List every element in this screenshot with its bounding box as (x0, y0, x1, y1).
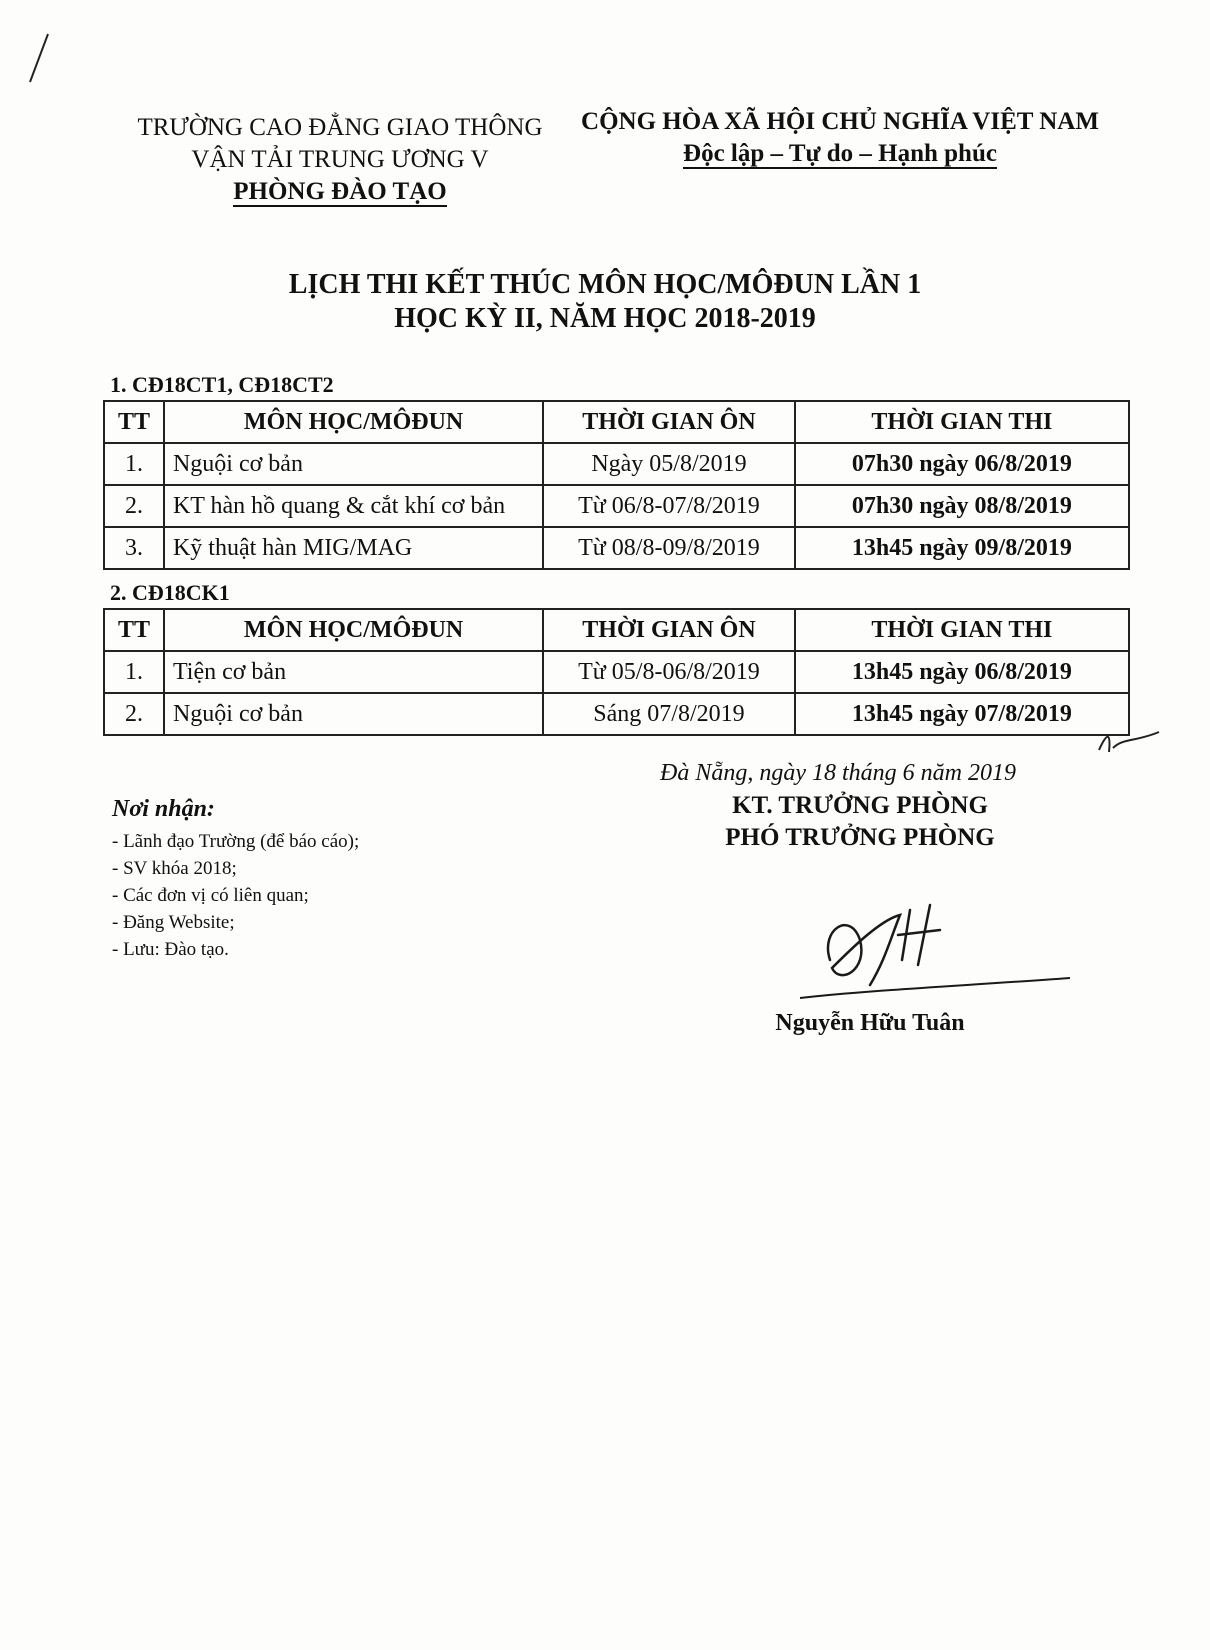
cell-exam: 13h45 ngày 09/8/2019 (795, 527, 1129, 569)
pen-mark-icon (20, 30, 60, 90)
col-review: THỜI GIAN ÔN (543, 401, 795, 443)
cell-subject: Nguội cơ bản (164, 693, 543, 735)
cell-subject: Kỹ thuật hàn MIG/MAG (164, 527, 543, 569)
title-line2: HỌC KỲ II, NĂM HỌC 2018-2019 (394, 303, 816, 334)
col-exam: THỜI GIAN THI (795, 609, 1129, 651)
cell-review: Sáng 07/8/2019 (543, 693, 795, 735)
list-item: - Lưu: Đào tạo. (112, 939, 229, 960)
cell-subject: KT hàn hồ quang & cắt khí cơ bản (164, 485, 543, 527)
initials-mark-icon (1095, 728, 1165, 758)
section-label: 2. CĐ18CK1 (110, 580, 230, 605)
cell-tt: 3. (104, 527, 164, 569)
exam-table-1 (103, 400, 1130, 570)
signer-role-2: PHÓ TRƯỞNG PHÒNG (725, 824, 995, 851)
list-item: - Lãnh đạo Trường (để báo cáo); (112, 831, 360, 852)
title-line1: LỊCH THI KẾT THÚC MÔN HỌC/MÔĐUN LẦN 1 (288, 269, 922, 300)
school-header (120, 112, 560, 208)
date-line: Đà Nẵng, ngày 18 tháng 6 năm 2019 (660, 760, 1016, 786)
cell-review: Từ 08/8-09/8/2019 (543, 527, 795, 569)
national-motto: Độc lập – Tự do – Hạnh phúc (683, 140, 997, 167)
col-review: THỜI GIAN ÔN (543, 609, 795, 651)
col-subject: MÔN HỌC/MÔĐUN (164, 401, 543, 443)
cell-exam: 13h45 ngày 07/8/2019 (795, 693, 1129, 735)
table-row (104, 485, 1129, 527)
table-row (104, 651, 1129, 693)
cell-subject: Tiện cơ bản (164, 651, 543, 693)
table-row (104, 527, 1129, 569)
col-exam: THỜI GIAN THI (795, 401, 1129, 443)
cell-tt: 2. (104, 693, 164, 735)
col-tt: TT (104, 609, 164, 651)
table-header-row (104, 401, 1129, 443)
cell-exam: 07h30 ngày 08/8/2019 (795, 485, 1129, 527)
nation-name: CỘNG HÒA XÃ HỘI CHỦ NGHĨA VIỆT NAM (581, 108, 1099, 135)
department-name: PHÒNG ĐÀO TẠO (233, 178, 447, 205)
cell-exam: 07h30 ngày 06/8/2019 (795, 443, 1129, 485)
document-title (0, 268, 1210, 336)
school-name-line2: VẬN TẢI TRUNG ƯƠNG V (191, 146, 489, 173)
signer-name: Nguyễn Hữu Tuân (775, 1010, 965, 1036)
section-label: 1. CĐ18CT1, CĐ18CT2 (110, 372, 334, 397)
exam-table-2 (103, 608, 1130, 736)
list-item: - SV khóa 2018; (112, 858, 237, 879)
col-tt: TT (104, 401, 164, 443)
school-name-line1: TRƯỜNG CAO ĐẲNG GIAO THÔNG (137, 114, 543, 141)
cell-tt: 2. (104, 485, 164, 527)
table-row (104, 443, 1129, 485)
handwritten-signature-icon (790, 890, 1080, 1010)
signer-role-1: KT. TRƯỞNG PHÒNG (732, 792, 988, 819)
cell-review: Từ 06/8-07/8/2019 (543, 485, 795, 527)
list-item: - Đăng Website; (112, 912, 235, 933)
cell-tt: 1. (104, 651, 164, 693)
table-row (104, 693, 1129, 735)
cell-review: Từ 05/8-06/8/2019 (543, 651, 795, 693)
recipients-title: Nơi nhận: (112, 796, 215, 822)
cell-review: Ngày 05/8/2019 (543, 443, 795, 485)
list-item: - Các đơn vị có liên quan; (112, 885, 309, 906)
cell-tt: 1. (104, 443, 164, 485)
cell-subject: Nguội cơ bản (164, 443, 543, 485)
col-subject: MÔN HỌC/MÔĐUN (164, 609, 543, 651)
cell-exam: 13h45 ngày 06/8/2019 (795, 651, 1129, 693)
nation-header (560, 106, 1120, 170)
table-header-row (104, 609, 1129, 651)
recipients-list (112, 828, 359, 963)
